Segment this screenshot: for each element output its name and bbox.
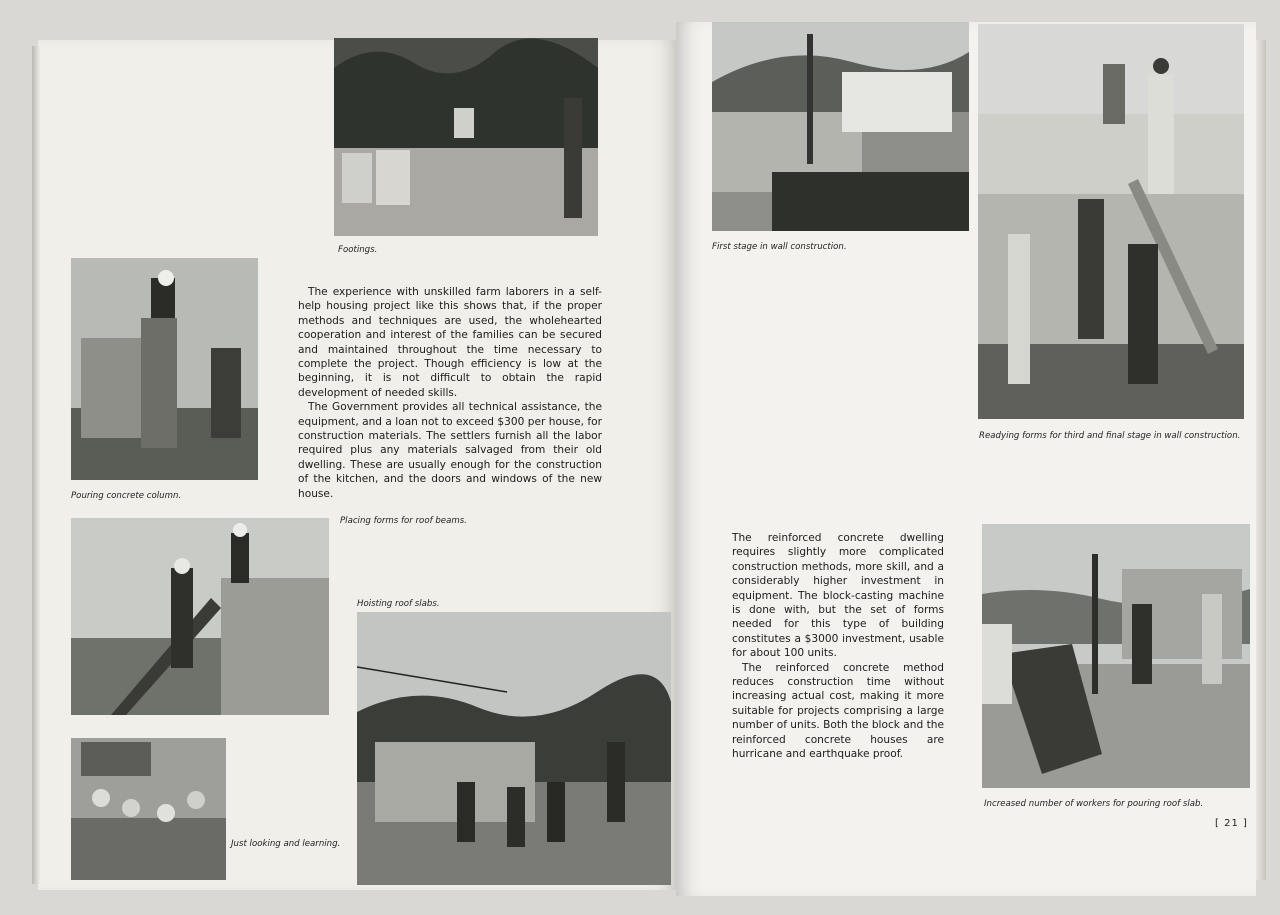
photo-readying-forms xyxy=(978,24,1244,419)
caption-placing-forms: Placing forms for roof beams. xyxy=(340,516,467,526)
photo-pouring-column xyxy=(71,258,258,480)
left-paragraph-2: The Government provides all technical assistance, the equipment, and a loan not to exceed $300 per house, for construction materials. The settlers furnish all the labor required plus any materials salvaged from their old dwelling. These are usually enough for the construction of the kitchen, and the doors and windows of the new house. xyxy=(298,401,602,500)
photo-hoisting-slabs xyxy=(357,612,671,885)
caption-looking-learning: Just looking and learning. xyxy=(231,839,341,849)
photo-looking-learning xyxy=(71,738,226,880)
right-paragraph-2: The reinforced concrete method reduces construction time without increasing actual cost, making it more suitable for projects comprising a large number of units. Both the block and the reinforced concrete houses are hurricane and earthquake proof. xyxy=(732,661,944,761)
caption-increased-workers: Increased number of workers for pouring roof slab. xyxy=(984,799,1204,809)
photo-footings xyxy=(334,38,598,236)
left-paragraph-1: The experience with unskilled farm laborers in a self-help housing project like this shows that, if the proper methods and techniques are used, the wholehearted cooperation and interest of the families can be secured and maintained throughout the time necessary to complete the project. Though efficiency is low at the beginning, it is not difficult to obtain the rapid development of needed skills. xyxy=(298,286,602,399)
photo-first-stage xyxy=(712,22,969,231)
caption-footings: Footings. xyxy=(338,245,378,255)
caption-first-stage: First stage in wall construction. xyxy=(712,242,847,252)
caption-readying-forms: Readying forms for third and final stage in wall construction. xyxy=(979,431,1241,441)
caption-hoisting-slabs: Hoisting roof slabs. xyxy=(357,599,440,609)
right-paragraph-1: The reinforced concrete dwelling requires slightly more complicated construction methods, more skill, and a considerably higher investment in equipment. The block-casting machine is done with, but the set of forms needed for this type of building constitutes a $3000 investment, usable for about 100 units. xyxy=(732,532,944,660)
left-body-text xyxy=(298,285,602,501)
caption-pouring-column: Pouring concrete column. xyxy=(71,491,182,501)
right-body-text xyxy=(732,531,944,762)
photo-increased-workers xyxy=(982,524,1250,788)
page-number: [ 21 ] xyxy=(1215,818,1248,829)
photo-placing-forms xyxy=(71,518,329,715)
